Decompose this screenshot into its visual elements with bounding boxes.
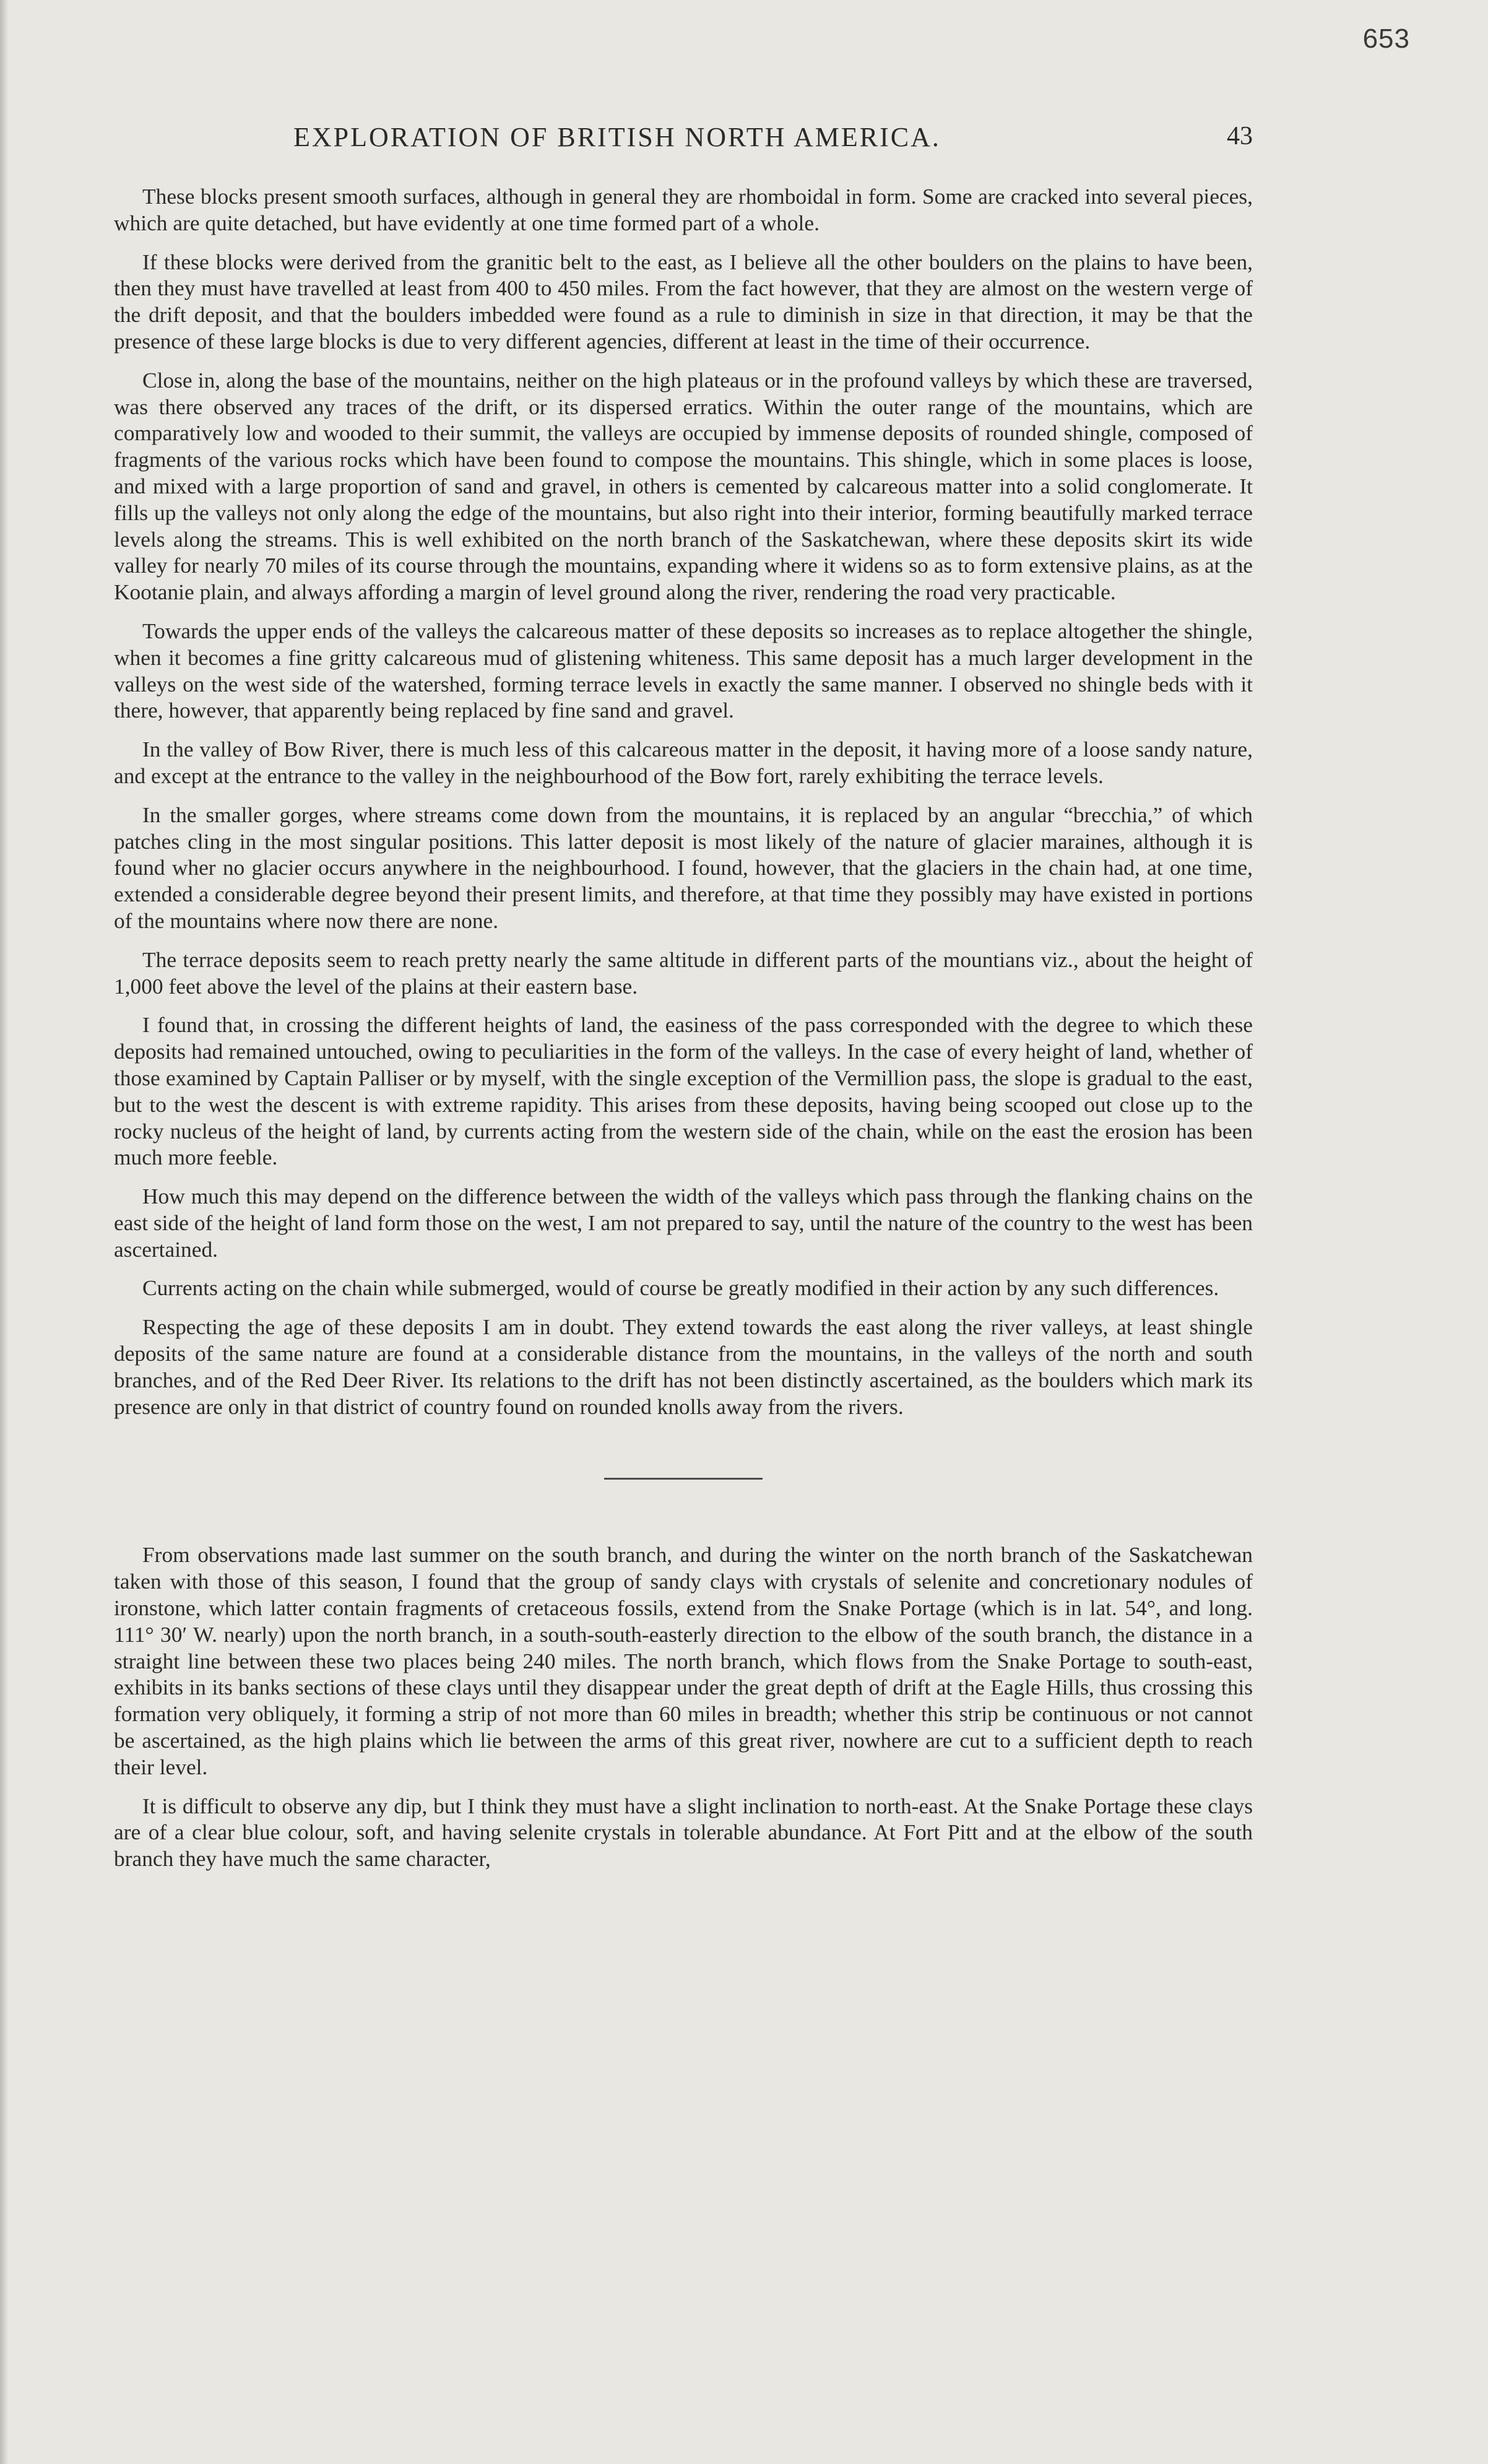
page-folio: 43 xyxy=(1227,122,1253,150)
paragraph: It is difficult to observe any dip, but I think they must have a slight inclination to north-east. At the Snake Portage these clays are of a clear blue colour, soft, and having selenite crystals in tolerable abundance. At Fort Pitt and at the elbow of the south branch they have much the same character, xyxy=(114,1793,1253,1872)
paragraph: In the smaller gorges, where streams come down from the mountains, it is replaced by an angular “brecchia,” of which patches cling in the most singular positions. This latter deposit is most likely of the nature of glacier maraines, although it is found wher no glacier occurs anywhere in the neighbourhood. I found, however, that the glaciers in the chain had, at one time, extended a considerable degree beyond their present limits, and therefore, at that time they possibly may have existed in portions of the mountains where now there are none. xyxy=(114,802,1253,933)
section-divider xyxy=(604,1478,763,1480)
archive-page-number: 653 xyxy=(1362,24,1410,54)
paragraph: If these blocks were derived from the granitic belt to the east, as I believe all the other boulders on the plains to have been, then they must have travelled at least from 400 to 450 miles. From the fact however, that they are almost on the western verge of the drift deposit, and that the boulders imbedded were found as a rule to diminish in size in that direction, it may be that the presence of these large blocks is due to very different agencies, different at least in the time of their occurrence. xyxy=(114,249,1253,354)
paragraph: The terrace deposits seem to reach pretty nearly the same altitude in different parts of the mountians viz., about the height of 1,000 feet above the level of the plains at their eastern base. xyxy=(114,947,1253,999)
paragraph: Close in, along the base of the mountains, neither on the high plateaus or in the profound valleys by which these are traversed, was there observed any traces of the drift, or its dispersed erratics. Within the outer range of the mountains, which are comparatively low and wooded to their summit, the valleys are occupied by immense deposits of rounded shingle, composed of fragments of the various rocks which have been found to compose the mountains. This shingle, which in some places is loose, and mixed with a large proportion of sand and gravel, in others is cemented by calcareous matter into a solid conglomerate. It fills up the valleys not only along the edge of the mountains, but also right into their interior, forming beautifully marked terrace levels along the streams. This is well exhibited on the north branch of the Saskatchewan, where these deposits skirt its wide valley for nearly 70 miles of its course through the mountains, expanding where it widens so as to form extensive plains, as at the Kootanie plain, and always affording a margin of level ground along the river, rendering the road very practicable. xyxy=(114,367,1253,605)
paragraph: Currents acting on the chain while submerged, would of course be greatly modified in their action by any such differences. xyxy=(142,1275,1219,1301)
running-header xyxy=(114,121,1253,158)
paragraph: From observations made last summer on the south branch, and during the winter on the north branch of the Saskatchewan taken with those of this season, I found that the group of sandy clays with crystals of selenite and concretionary nodules of ironstone, which latter contain fragments of cretaceous fossils, extend from the Snake Portage (which is in lat. 54°, and long. 111° 30′ W. nearly) upon the north branch, in a south-south-easterly direction to the elbow of the south branch, the distance in a straight line between these two places being 240 miles. The north branch, which flows from the Snake Portage to south-east, exhibits in its banks sections of these clays until they disappear under the great depth of drift at the Eagle Hills, thus crossing this formation very obliquely, it forming a strip of not more than 60 miles in breadth; whether this strip be continuous or not cannot be ascertained, as the high plains which lie between the arms of this great river, nowhere are cut to a sufficient depth to reach their level. xyxy=(114,1542,1253,1779)
body-text xyxy=(114,183,1253,1885)
paragraph: I found that, in crossing the different heights of land, the easiness of the pass corresponded with the degree to which these deposits had remained untouched, owing to peculiarities in the form of the valleys. In the case of every height of land, whether of those examined by Captain Palliser or by myself, with the single exception of the Vermillion pass, the slope is gradual to the east, but to the west the descent is with extreme rapidity. This arises from these deposits, having being scooped out close up to the rocky nucleus of the height of land, by currents acting from the western side of the chain, while on the east the erosion has been much more feeble. xyxy=(114,1012,1253,1170)
paragraph: Towards the upper ends of the valleys the calcareous matter of these deposits so increases as to replace altogether the shingle, when it becomes a fine gritty calcareous mud of glistening whiteness. This same deposit has a much larger development in the valleys on the west side of the watershed, forming terrace levels in exactly the same manner. I observed no shingle beds with it there, however, that apparently being replaced by fine sand and gravel. xyxy=(114,618,1253,723)
paragraph: In the valley of Bow River, there is much less of this calcareous matter in the deposit, it having more of a loose sandy nature, and except at the entrance to the valley in the neighbourhood of the Bow fort, rarely exhibiting the terrace levels. xyxy=(114,737,1253,788)
paragraph: Respecting the age of these deposits I am in doubt. They extend towards the east along the river valleys, at least shingle deposits of the same nature are found at a considerable distance from the mountains, in the valleys of the north and south branches, and of the Red Deer River. Its relations to the drift has not been distinctly ascertained, as the boulders which mark its presence are only in that district of country found on rounded knolls away from the rivers. xyxy=(114,1314,1253,1419)
paragraph: How much this may depend on the difference between the width of the valleys which pass through the flanking chains on the east side of the height of land form those on the west, I am not prepared to say, until the nature of the country to the west has been ascertained. xyxy=(114,1184,1253,1262)
paragraph: These blocks present smooth surfaces, although in general they are rhomboidal in form. Some are cracked into several pieces, which are quite detached, but have evidently at one time formed part of a whole. xyxy=(114,184,1253,235)
running-title: EXPLORATION OF BRITISH NORTH AMERICA. xyxy=(293,122,941,152)
page-binding-edge xyxy=(0,0,9,2464)
